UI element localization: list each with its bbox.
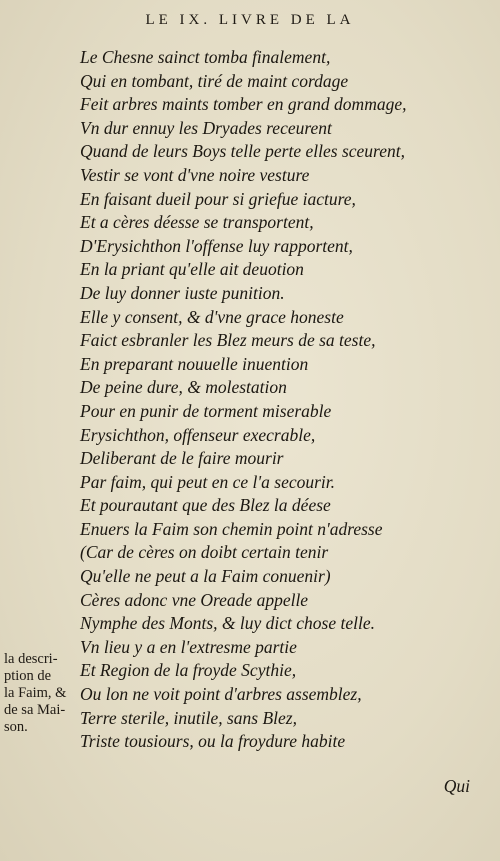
verse-line: Feit arbres maints tomber en grand dommage, [80, 94, 407, 115]
verse-line: En faisant dueil pour si griefue iacture, [80, 188, 356, 209]
verse-line: Et pourautant que des Blez la déese [80, 495, 331, 516]
verse-line: Faict esbranler les Blez meurs de sa teste, [80, 330, 376, 351]
verse-line: Et a cères déesse se transportent, [80, 212, 314, 233]
verse-line: De luy donner iuste punition. [80, 282, 285, 303]
verse-line: En preparant nouuelle inuention [80, 353, 309, 374]
verse-line: Elle y consent, & d'vne grace honeste [80, 306, 344, 327]
verse-text [80, 46, 490, 754]
verse-line: Pour en punir de torment miserable [80, 400, 332, 421]
marginal-note [4, 651, 78, 736]
verse-line: Quand de leurs Boys telle perte elles sceurent, [80, 141, 405, 162]
verse-line: Nymphe des Monts, & luy dict chose telle. [80, 613, 375, 634]
verse-line: Qu'elle ne peut a la Faim conuenir) [80, 566, 331, 587]
marginal-note-line: la Faim, & [4, 685, 67, 701]
verse-line: En la priant qu'elle ait deuotion [80, 259, 304, 280]
verse-line: D'Erysichthon l'offense luy rapportent, [80, 235, 353, 256]
verse-line: Vestir se vont d'vne noire vesture [80, 164, 310, 185]
marginal-note-line: la descri- [4, 651, 58, 667]
verse-line: Le Chesne sainct tomba finalement, [80, 47, 331, 67]
verse-line: Vn lieu y a en l'extresme partie [80, 636, 297, 657]
verse-line: Cères adonc vne Oreade appelle [80, 589, 309, 610]
verse-line: Triste tousiours, ou la froydure habite [80, 731, 346, 752]
verse-line: Erysichthon, offenseur execrable, [80, 424, 316, 445]
verse-line: Vn dur ennuy les Dryades receurent [80, 117, 332, 138]
marginal-note-line: ption de [4, 668, 52, 684]
catchword: Qui [443, 776, 470, 796]
marginal-note-line: de sa Mai- [4, 702, 66, 718]
verse-line: Deliberant de le faire mourir [80, 448, 284, 469]
verse-line: (Car de cères on doibt certain tenir [80, 542, 329, 563]
verse-line: De peine dure, & molestation [80, 377, 287, 398]
verse-line: Par faim, qui peut en ce l'a secourir. [80, 471, 336, 492]
marginal-note-line: son. [4, 719, 28, 735]
verse-line: Et Region de la froyde Scythie, [80, 660, 297, 681]
verse-line: Qui en tombant, tiré de maint cordage [80, 70, 349, 91]
verse-line: Ou lon ne voit point d'arbres assemblez, [80, 684, 362, 705]
running-header: LE IX. LIVRE DE LA [145, 12, 355, 28]
verse-line: Terre sterile, inutile, sans Blez, [80, 707, 297, 728]
verse-line: Enuers la Faim son chemin point n'adresse [80, 518, 383, 539]
